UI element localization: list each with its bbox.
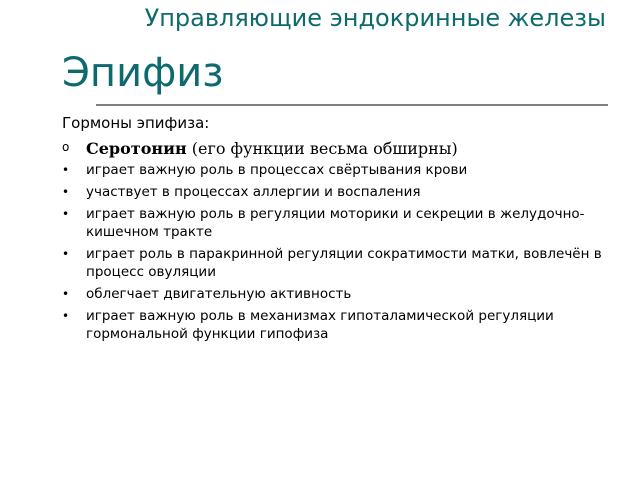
list-item-text: играет роль в паракринной регуляции сократимости матки, вовлечён в процесс овуляции xyxy=(86,246,602,280)
dot-bullet-icon: • xyxy=(62,309,70,323)
dot-bullet-icon: • xyxy=(62,163,70,177)
slide-title: Эпифиз xyxy=(62,50,224,96)
list-item xyxy=(62,205,602,241)
list-item-text: участвует в процессах аллергии и воспаления xyxy=(86,184,421,200)
list-item xyxy=(62,285,602,303)
list-item xyxy=(62,245,602,281)
dot-bullet-icon: • xyxy=(62,185,70,199)
list-item xyxy=(62,183,602,201)
intro-text: Гормоны эпифиза: xyxy=(62,114,210,132)
list-item-text: играет важную роль в регуляции моторики и секреции в желудочно-кишечном тракте xyxy=(86,206,585,240)
main-item-name: Серотонин xyxy=(86,139,187,158)
main-item-note: (его функции весьма обширны) xyxy=(186,139,458,158)
dot-bullet-icon: • xyxy=(62,247,70,261)
dot-bullet-icon: • xyxy=(62,287,70,301)
hollow-bullet-icon: o xyxy=(62,140,70,154)
sub-bullet-list xyxy=(62,161,602,347)
list-item-text: играет важную роль в механизмах гипоталамической регуляции гормональной функции гипофиза xyxy=(86,308,554,342)
list-item-text: облегчает двигательную активность xyxy=(86,286,352,302)
main-item-text xyxy=(86,139,622,158)
header-title: Управляющие эндокринные железы xyxy=(144,4,606,32)
list-item xyxy=(62,161,602,179)
list-item-text: играет важную роль в процессах свёртывания крови xyxy=(86,162,468,178)
dot-bullet-icon: • xyxy=(62,207,70,221)
main-bullet-item xyxy=(62,139,622,158)
list-item xyxy=(62,307,602,343)
title-divider xyxy=(96,104,608,106)
